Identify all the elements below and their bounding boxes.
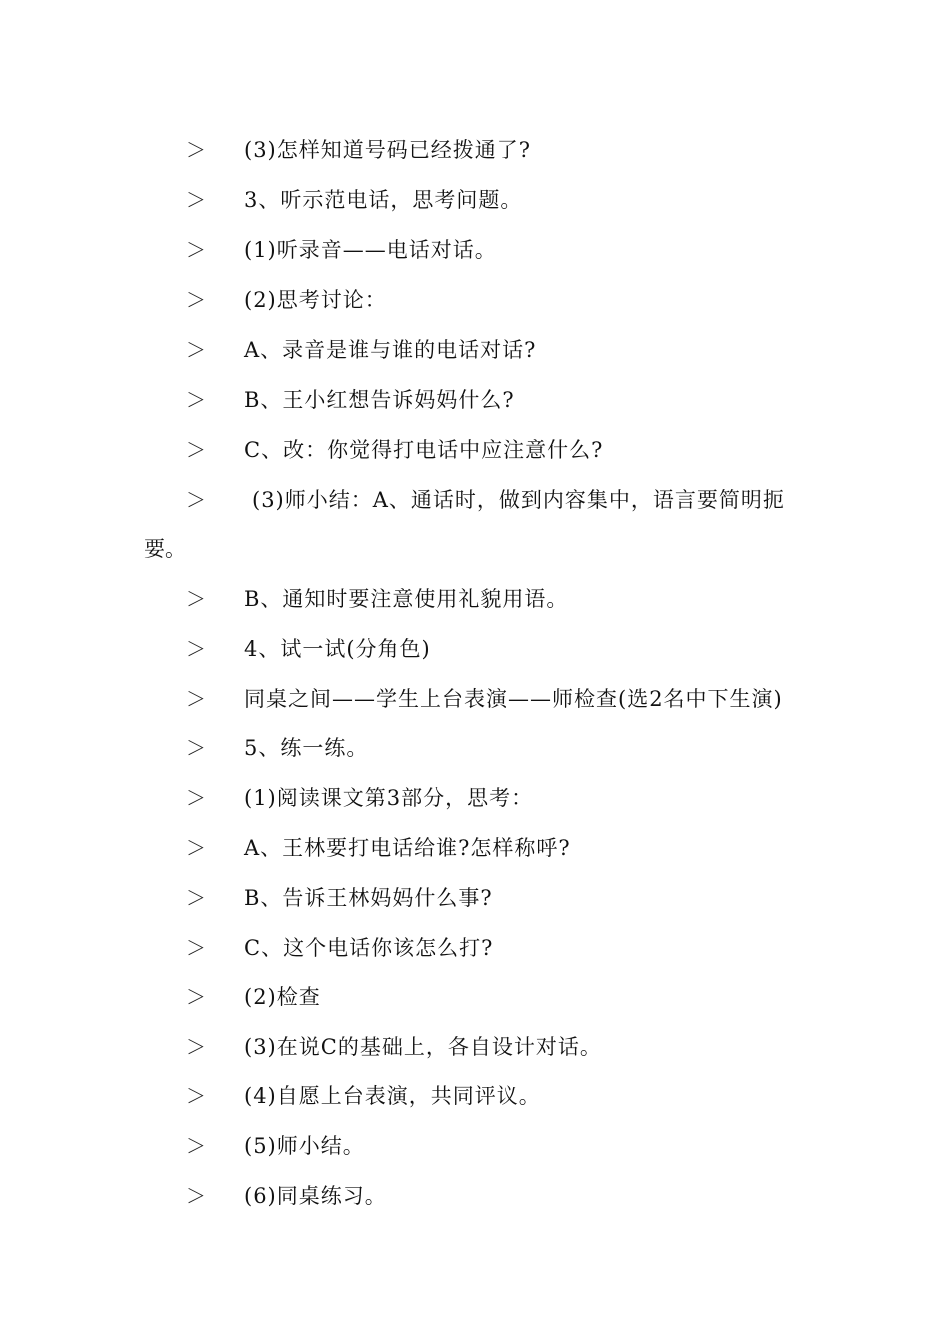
list-item	[0, 878, 950, 918]
bullet-arrow-icon: ＞	[186, 687, 206, 711]
bullet-arrow-icon: ＞	[186, 587, 206, 611]
wrapped-continuation	[0, 529, 950, 569]
list-item	[0, 778, 950, 818]
list-item	[0, 380, 950, 420]
continuation-text: 要。	[144, 537, 186, 561]
list-item	[0, 430, 950, 470]
list-item-text: B、告诉王林妈妈什么事?	[244, 886, 493, 910]
bullet-arrow-icon: ＞	[186, 985, 206, 1009]
list-item	[0, 480, 950, 520]
bullet-arrow-icon: ＞	[186, 1035, 206, 1059]
list-item-text: A、王林要打电话给谁?怎样称呼?	[244, 836, 571, 860]
list-item-text: (2)思考讨论：	[244, 288, 387, 312]
list-item	[0, 728, 950, 768]
list-item-text: A、录音是谁与谁的电话对话?	[244, 338, 537, 362]
bullet-arrow-icon: ＞	[186, 736, 206, 760]
list-item	[0, 330, 950, 370]
bullet-arrow-icon: ＞	[186, 637, 206, 661]
bullet-arrow-icon: ＞	[186, 1084, 206, 1108]
list-item	[0, 1027, 950, 1067]
list-item-text: B、通知时要注意使用礼貌用语。	[244, 587, 569, 611]
list-item-text: 4、试一试(分角色)	[244, 637, 431, 661]
list-item	[0, 828, 950, 868]
list-item-text: B、王小红想告诉妈妈什么?	[244, 388, 515, 412]
list-item	[0, 130, 950, 170]
list-item-text: C、这个电话你该怎么打?	[244, 936, 494, 960]
list-item-text: (1)阅读课文第3部分，思考：	[244, 786, 534, 810]
list-item	[0, 230, 950, 270]
list-item	[0, 280, 950, 320]
list-item-text: 5、练一练。	[244, 736, 369, 760]
list-item	[0, 977, 950, 1017]
bullet-arrow-icon: ＞	[186, 138, 206, 162]
list-item-text: (1)听录音——电话对话。	[244, 238, 497, 262]
list-item-text: (6)同桌练习。	[244, 1184, 387, 1208]
bullet-arrow-icon: ＞	[186, 836, 206, 860]
list-item	[0, 1076, 950, 1116]
bullet-arrow-icon: ＞	[186, 288, 206, 312]
list-item-text: (5)师小结。	[244, 1134, 365, 1158]
bullet-arrow-icon: ＞	[186, 488, 206, 512]
bullet-arrow-icon: ＞	[186, 238, 206, 262]
bullet-arrow-icon: ＞	[186, 188, 206, 212]
list-item-text: (3)怎样知道号码已经拨通了?	[244, 138, 532, 162]
list-item	[0, 928, 950, 968]
list-item-text: C、改：你觉得打电话中应注意什么?	[244, 438, 604, 462]
list-item-text: (3)师小结：A、通话时，做到内容集中，语言要简明扼	[252, 488, 785, 512]
bullet-arrow-icon: ＞	[186, 936, 206, 960]
list-item	[0, 1126, 950, 1166]
list-item	[0, 180, 950, 220]
list-item-text: (2)检查	[244, 985, 321, 1009]
bullet-arrow-icon: ＞	[186, 886, 206, 910]
bullet-arrow-icon: ＞	[186, 338, 206, 362]
list-item	[0, 1176, 950, 1216]
bullet-arrow-icon: ＞	[186, 388, 206, 412]
bullet-arrow-icon: ＞	[186, 1184, 206, 1208]
list-item-text: (4)自愿上台表演，共同评议。	[244, 1084, 541, 1108]
list-item-text: 3、听示范电话，思考问题。	[244, 188, 523, 212]
bullet-arrow-icon: ＞	[186, 786, 206, 810]
list-item-text: (3)在说C的基础上，各自设计对话。	[244, 1035, 602, 1059]
bullet-arrow-icon: ＞	[186, 1134, 206, 1158]
list-item	[0, 679, 950, 719]
list-item-text: 同桌之间——学生上台表演——师检查(选2名中下生演)	[244, 687, 783, 711]
bullet-arrow-icon: ＞	[186, 438, 206, 462]
list-item	[0, 629, 950, 669]
list-item	[0, 579, 950, 619]
